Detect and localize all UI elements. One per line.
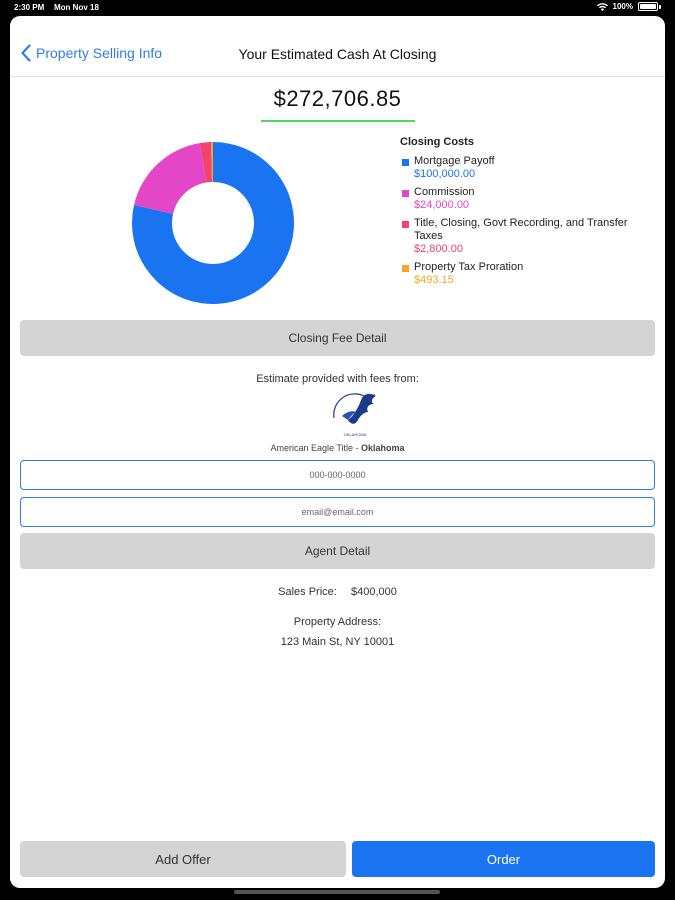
provider-name: American Eagle Title -: [270, 443, 362, 453]
app-sheet: [10, 16, 665, 888]
legend-label: Mortgage Payoff: [414, 155, 495, 167]
status-bar: [0, 0, 675, 16]
add-offer-button[interactable]: Add Offer: [20, 841, 346, 877]
navigation-bar: [10, 16, 665, 77]
home-indicator: [234, 890, 440, 894]
closing-fee-detail-button[interactable]: Closing Fee Detail: [20, 320, 655, 356]
legend-value: $24,000.00: [414, 199, 470, 211]
property-address-label: Property Address:: [293, 616, 382, 628]
back-button-label: Property Selling Info: [36, 45, 163, 61]
amount-underline: [261, 120, 415, 122]
legend-item: [400, 217, 630, 256]
legend-swatch: [402, 159, 409, 166]
provider-state: Oklahoma: [361, 443, 405, 453]
legend-value: $2,800.00: [414, 243, 463, 255]
legend-swatch: [402, 265, 409, 272]
battery-icon: [638, 2, 658, 11]
sales-price-line: [10, 586, 665, 598]
wifi-icon: [597, 3, 608, 11]
legend-label: Property Tax Proration: [414, 261, 524, 273]
email-input[interactable]: [20, 497, 655, 527]
legend-value: $100,000.00: [414, 168, 476, 180]
status-time: 2:30 PM: [14, 3, 45, 12]
legend-label: Title, Closing, Govt Recording, and Transfer Taxes: [414, 217, 628, 242]
legend-item: [400, 155, 630, 181]
sales-price-value: $400,000: [350, 586, 397, 598]
battery-tip: [659, 5, 661, 9]
phone-input[interactable]: [20, 460, 655, 490]
donut-slice: [134, 143, 206, 214]
estimated-cash-amount: $272,706.85: [273, 86, 402, 111]
legend-item: [400, 261, 630, 287]
legend-swatch: [402, 190, 409, 197]
chart-legend: [400, 136, 630, 292]
battery-percent: 100%: [612, 2, 633, 11]
sales-price-label: Sales Price:: [278, 586, 337, 598]
legend-item: [400, 186, 630, 212]
provider-name-line: [10, 443, 665, 453]
american-eagle-title-logo: [328, 390, 382, 440]
closing-costs-donut-chart: [130, 140, 296, 306]
legend-label: Commission: [414, 186, 475, 198]
status-date: Mon Nov 18: [54, 3, 99, 12]
legend-swatch: [402, 221, 409, 228]
legend-value: $493.15: [414, 274, 454, 286]
agent-detail-button[interactable]: Agent Detail: [20, 533, 655, 569]
status-right: [597, 2, 661, 11]
provider-intro: Estimate provided with fees from:: [256, 373, 419, 385]
logo-text: OKLAHOMA: [343, 432, 367, 437]
legend-title: Closing Costs: [400, 136, 474, 148]
page-title: Your Estimated Cash At Closing: [238, 46, 437, 62]
property-address-value: 123 Main St, NY 10001: [280, 636, 395, 648]
order-button[interactable]: Order: [352, 841, 655, 877]
